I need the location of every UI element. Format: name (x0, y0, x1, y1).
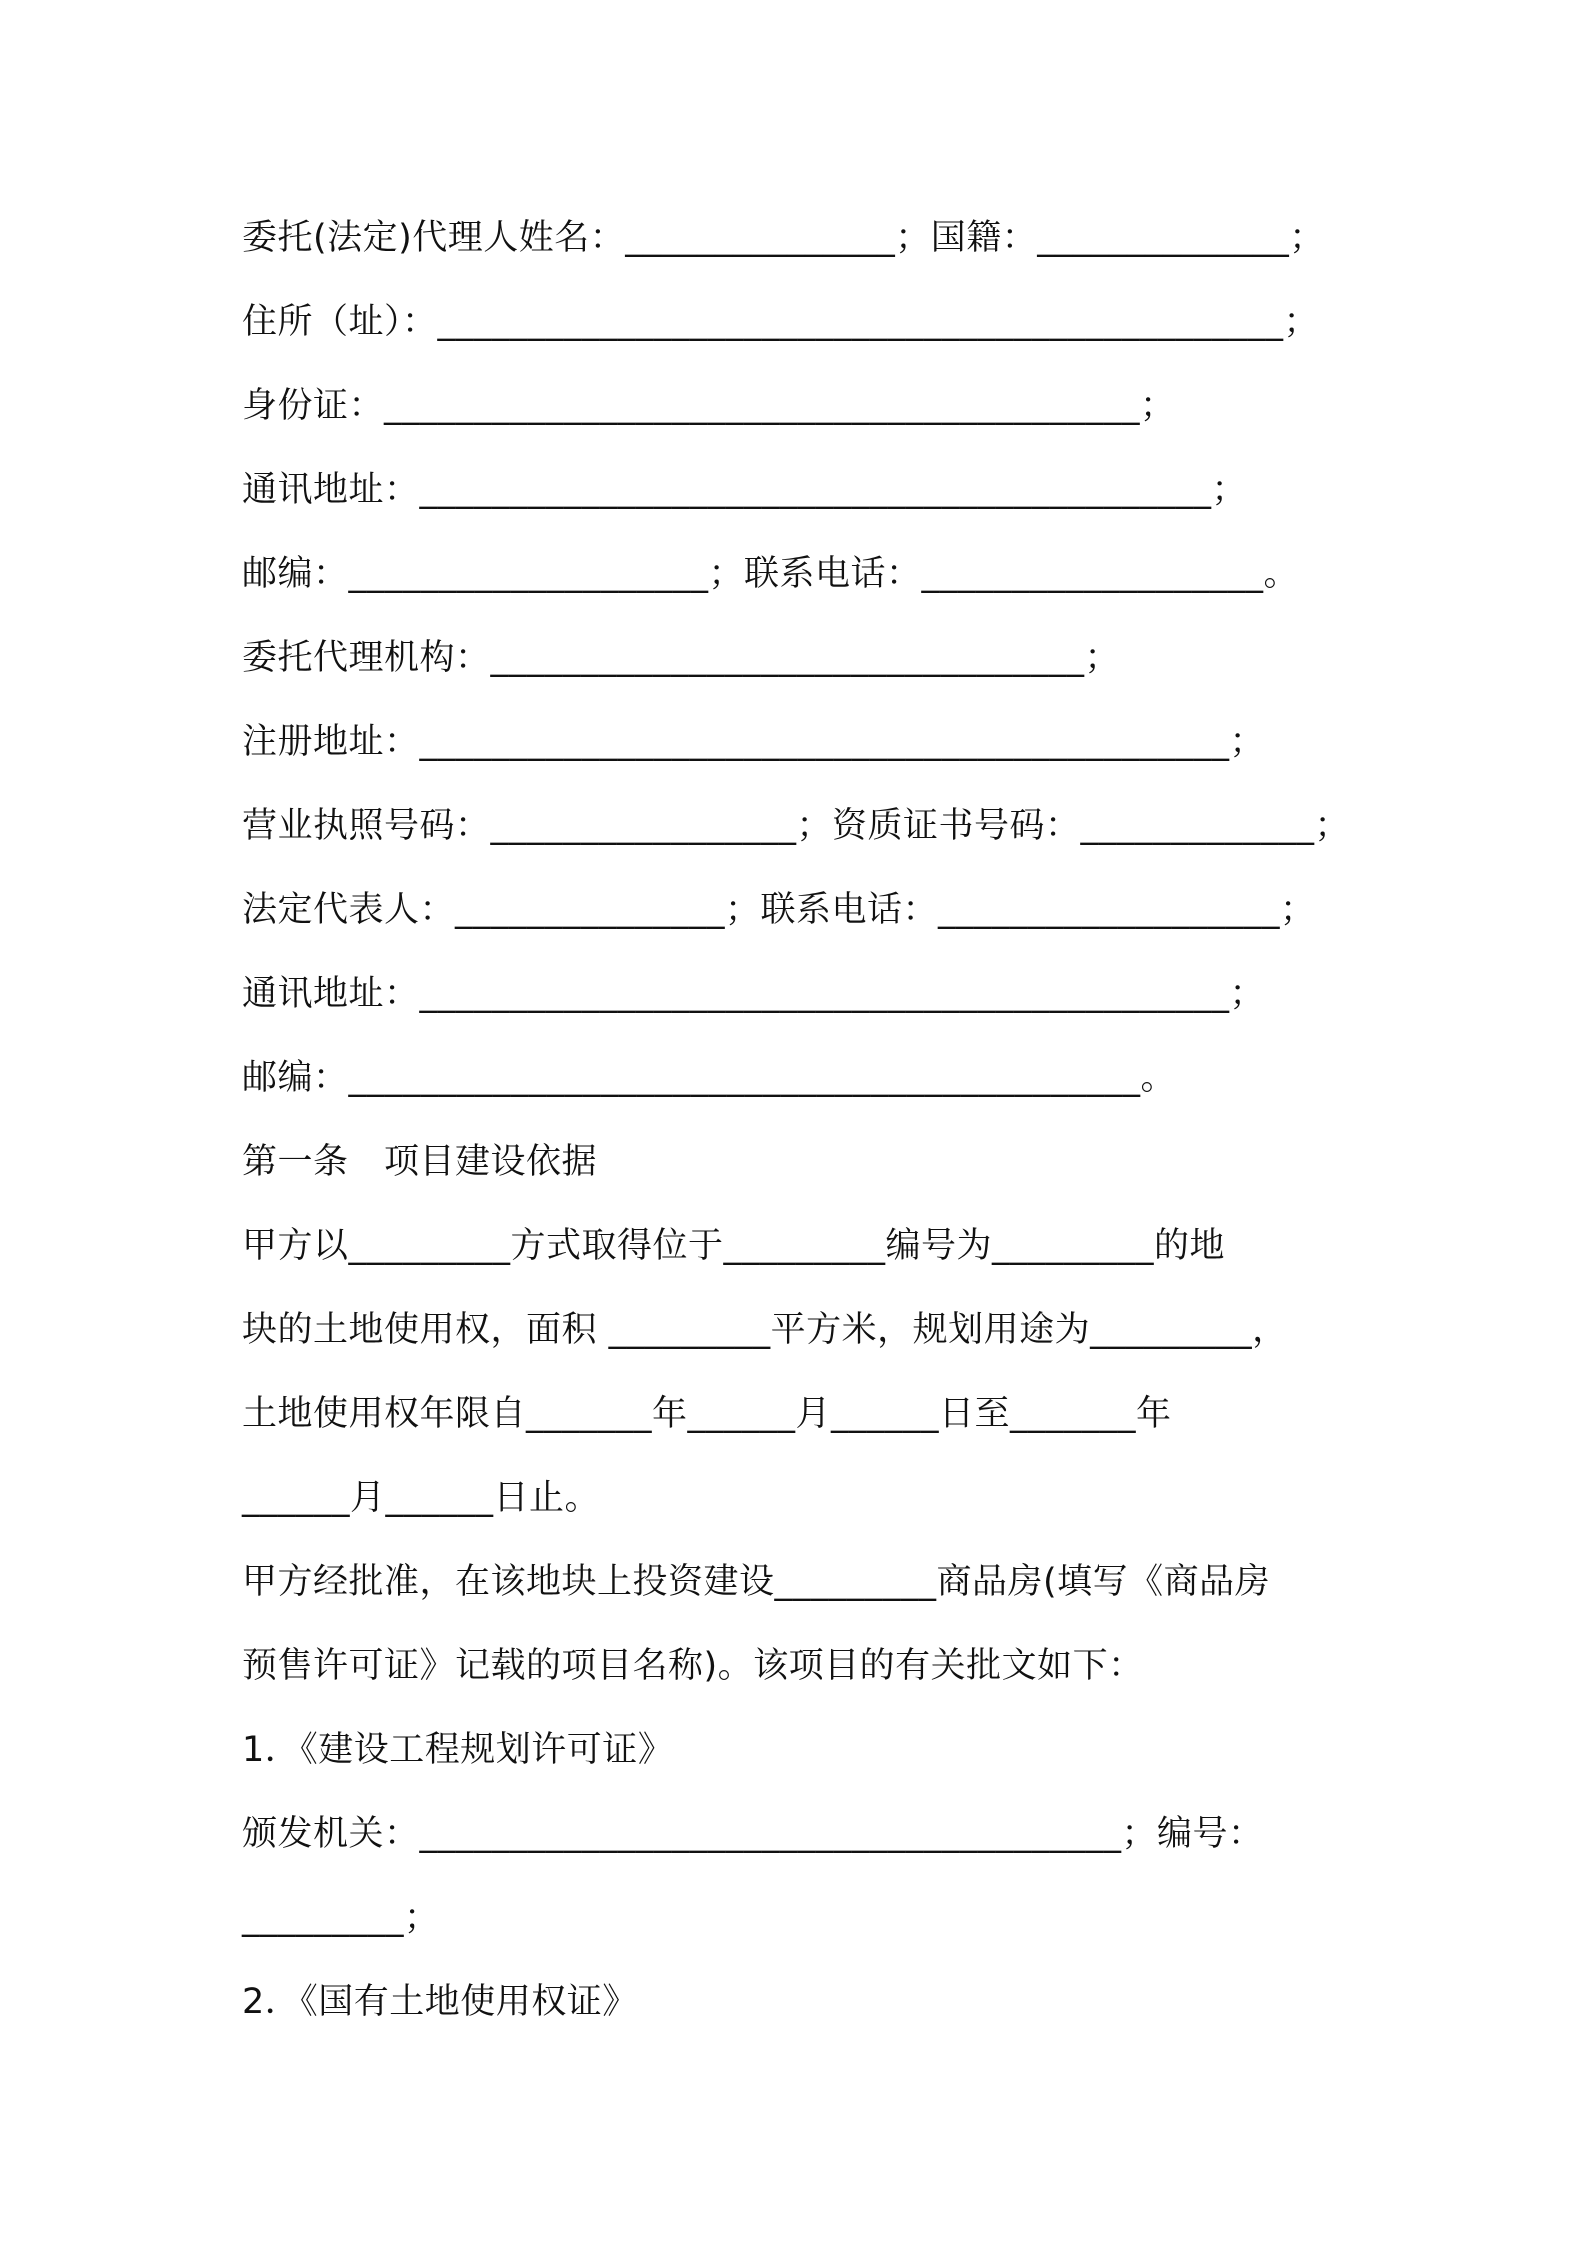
project-approval-line-1: 甲方经批准，在该地块上投资建设_________商品房(填写《商品房 (242, 1562, 1271, 1602)
project-approval-line-2: 预售许可证》记载的项目名称)。该项目的有关批文如下： (242, 1646, 1144, 1686)
article-one-heading: 第一条 项目建设依据 (242, 1142, 598, 1182)
issuing-authority-line: 颁发机关：_______________________________________；编号： (242, 1814, 1264, 1854)
agency-postcode-line: 邮编：____________________________________________。 (242, 1058, 1177, 1098)
agency-line: 委托代理机构：_________________________________； (242, 638, 1121, 678)
legal-rep-phone-line: 法定代表人：_______________；联系电话：___________________； (242, 890, 1316, 930)
document-body (242, 196, 1392, 2044)
mailing-address-line: 通讯地址：____________________________________________； (242, 470, 1248, 510)
land-acquisition-line-2: 块的土地使用权，面积 _________平方米，规划用途为_________， (242, 1310, 1288, 1350)
residence-line: 住所（址）：_______________________________________________； (242, 302, 1320, 342)
postcode-phone-line: 邮编：____________________；联系电话：___________________。 (242, 554, 1300, 594)
planning-permit-heading: 1．《建设工程规划许可证》 (242, 1730, 674, 1770)
land-term-line-1: 土地使用权年限自_______年______月______日至_______年 (242, 1394, 1172, 1434)
license-qualification-line: 营业执照号码：_________________；资质证书号码：_____________； (242, 806, 1351, 846)
land-acquisition-line-1: 甲方以_________方式取得位于_________编号为_________的地 (242, 1226, 1226, 1266)
permit-number-line: _________； (242, 1898, 440, 1938)
agent-name-nationality-line: 委托(法定)代理人姓名：_______________；国籍：______________； (242, 218, 1325, 258)
land-use-certificate-heading: 2．《国有土地使用权证》 (242, 1982, 638, 2022)
land-term-line-2: ______月______日止。 (242, 1478, 601, 1518)
id-card-line: 身份证：__________________________________________； (242, 386, 1176, 426)
registered-address-line: 注册地址：_____________________________________________； (242, 722, 1266, 762)
agency-mailing-address-line: 通讯地址：_____________________________________________； (242, 974, 1266, 1014)
